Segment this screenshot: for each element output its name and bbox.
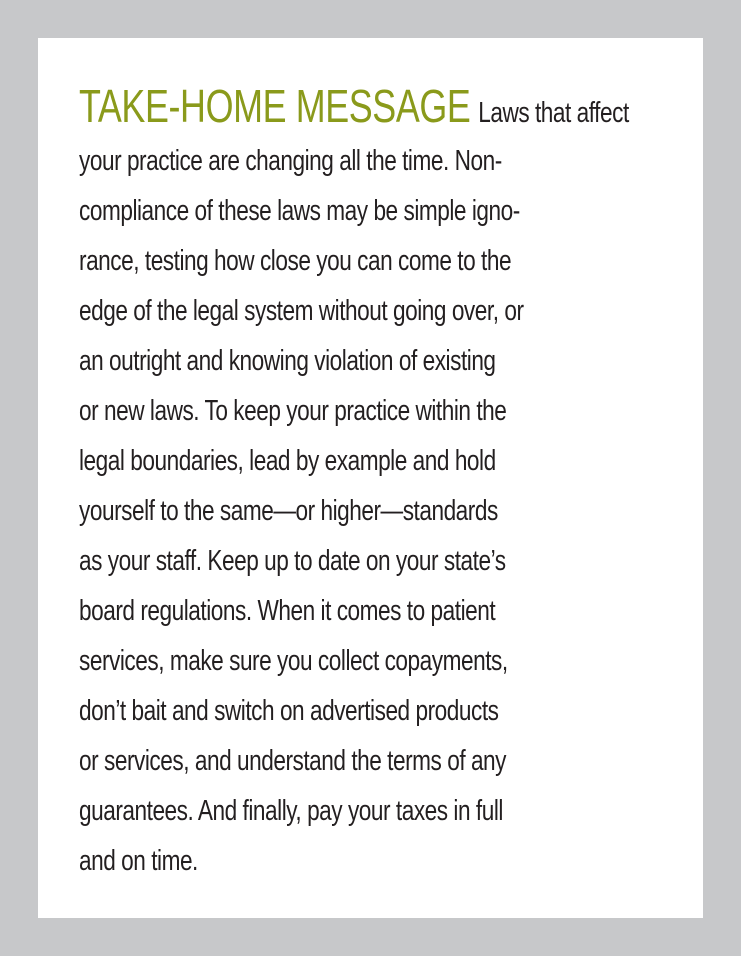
- body-text-line: board regulations. When it comes to patient: [79, 595, 496, 627]
- text-line-1: [79, 76, 629, 136]
- body-text-line: or new laws. To keep your practice within the: [79, 395, 507, 427]
- body-text-line: and on time.: [79, 845, 198, 877]
- body-text-line: rance, testing how close you can come to the: [79, 245, 512, 277]
- body-text-line: an outright and knowing violation of existing: [79, 345, 496, 377]
- body-text-line: don’t bait and switch on advertised products: [79, 695, 499, 727]
- body-text-line: compliance of these laws may be simple igno-: [79, 195, 520, 227]
- body-text-line: yourself to the same—or higher—standards: [79, 495, 498, 527]
- body-text-line: your practice are changing all the time. Non-: [79, 145, 502, 177]
- body-text-line: legal boundaries, lead by example and hold: [79, 445, 496, 477]
- sidebar-heading: TAKE-HOME MESSAGE: [79, 80, 471, 132]
- body-text-line: or services, and understand the terms of any: [79, 745, 507, 777]
- body-text-line: Laws that affect: [478, 97, 629, 129]
- body-text-line: services, make sure you collect copayments,: [79, 645, 508, 677]
- body-text-line: as your staff. Keep up to date on your state’s: [79, 545, 506, 577]
- body-text-line: guarantees. And finally, pay your taxes in full: [79, 795, 503, 827]
- body-text-line: edge of the legal system without going over, or: [79, 295, 524, 327]
- take-home-message-text: [79, 76, 674, 886]
